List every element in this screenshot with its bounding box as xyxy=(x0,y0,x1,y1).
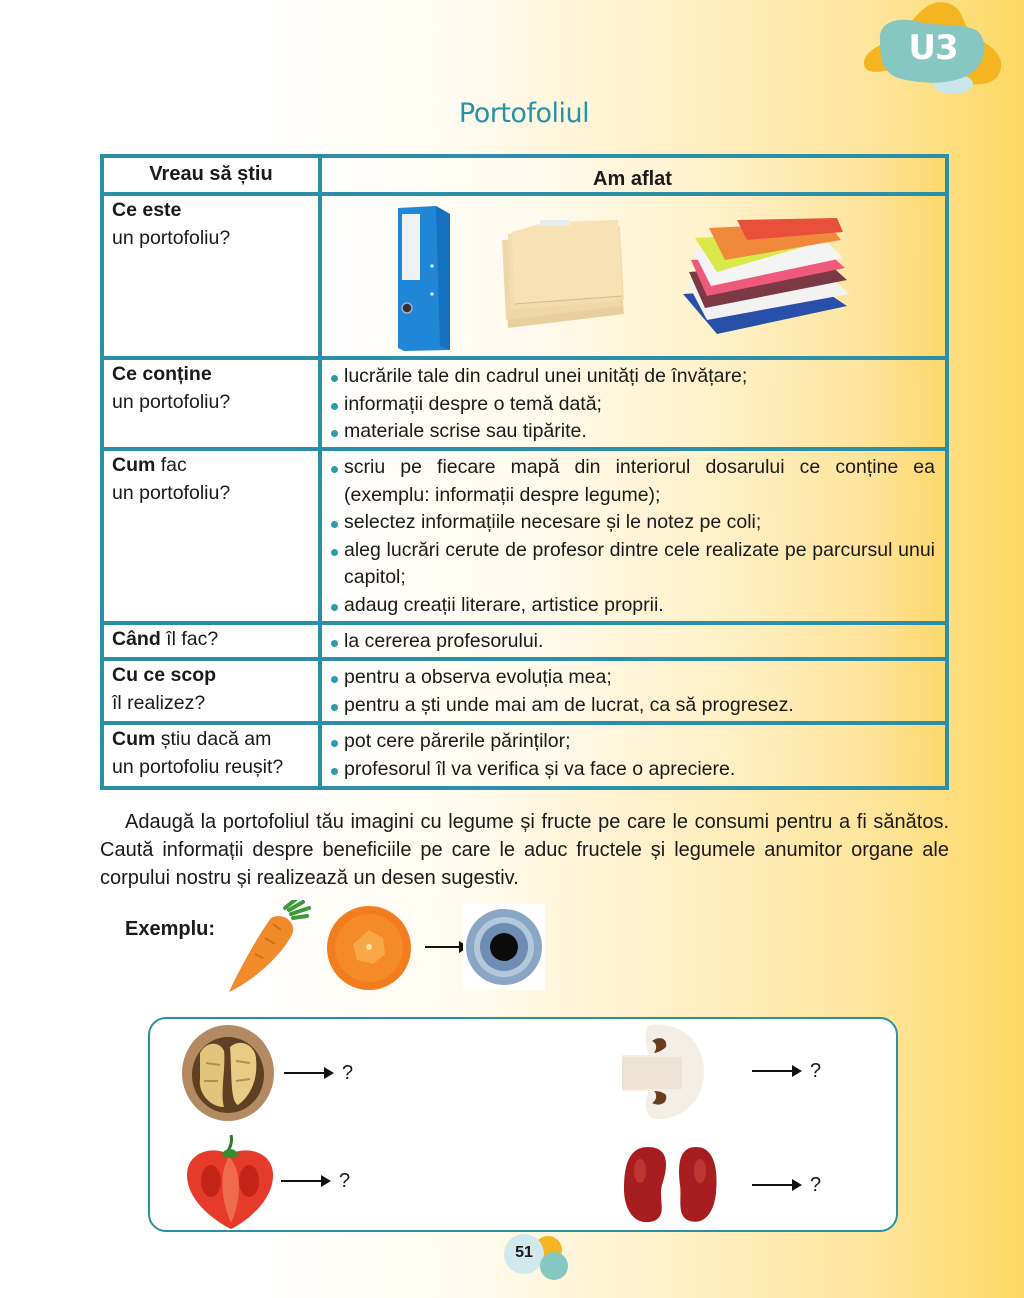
activity-box xyxy=(148,1017,898,1232)
arrow-icon xyxy=(752,1070,800,1072)
portfolio-table xyxy=(100,154,949,790)
blue-binder-icon xyxy=(394,206,456,351)
question-how-make: Cum fac un portofoliu? xyxy=(104,451,318,621)
header-learned: Am aflat xyxy=(322,158,945,192)
mushroom-icon xyxy=(620,1021,710,1121)
carrot-slice-icon xyxy=(325,904,413,992)
answer-images xyxy=(322,196,945,356)
activity-item-beans xyxy=(620,1145,821,1225)
arrow-icon xyxy=(752,1184,800,1186)
list-item: aleg lucrări cerute de profesor dintre cele realizate pe parcursul unui capitol; xyxy=(330,537,935,592)
arrow-icon xyxy=(284,1072,332,1074)
example-arrow-icon xyxy=(425,946,467,948)
list-item: selectez informațiile necesare și le notez pe coli; xyxy=(330,509,935,537)
kidney-beans-icon xyxy=(620,1145,720,1225)
activity-item-mushroom xyxy=(620,1021,821,1121)
list-item: la cererea profesorului. xyxy=(330,628,935,656)
page-number: 51 xyxy=(515,1244,533,1261)
instructions-paragraph: Adaugă la portofoliul tău imagini cu legume și fructe pe care le consumi pentru a fi sănătos. Caută informații despre beneficiile pe care le aduc fructele și legumele anumitor organe ale corpului nostru și realizează un desen sugestiv. xyxy=(100,811,949,889)
answer-placeholder: ? xyxy=(810,1173,822,1196)
manila-folders-icon xyxy=(500,218,630,333)
header-want-to-know: Vreau să știu xyxy=(104,158,318,192)
answer-when xyxy=(322,625,945,657)
page-number-circles xyxy=(500,1232,580,1292)
answer-success xyxy=(322,725,945,786)
question-contents: Ce conține un portofoliu? xyxy=(104,360,318,447)
activity-item-tomato xyxy=(185,1131,350,1231)
page-title: Portofoliul xyxy=(458,98,590,129)
list-item: pentru a ști unde mai am de lucrat, ca să progresez. xyxy=(330,692,935,720)
question-what-is: Ce este un portofoliu? xyxy=(104,196,318,356)
answer-placeholder: ? xyxy=(339,1169,351,1192)
list-item: scriu pe fiecare mapă din interiorul dosarului ce conține ea (exemplu: informații despre legume); xyxy=(330,454,935,509)
answer-placeholder: ? xyxy=(810,1059,822,1082)
list-item: materiale scrise sau tipărite. xyxy=(330,418,935,446)
list-item: lucrările tale din cadrul unei unități de învățare; xyxy=(330,363,935,391)
unit-label: U3 xyxy=(908,28,958,68)
carrot-icon xyxy=(225,900,315,995)
answer-placeholder: ? xyxy=(342,1061,354,1084)
eye-icon xyxy=(463,904,545,990)
answer-purpose xyxy=(322,661,945,721)
page-number-badge xyxy=(500,1232,580,1292)
unit-badge xyxy=(858,0,1008,100)
answer-contents xyxy=(322,360,945,447)
question-success: Cum știu dacă am un portofoliu reușit? xyxy=(104,725,318,786)
activity-item-walnut xyxy=(180,1023,353,1123)
folder-stack-icon xyxy=(677,216,857,338)
tomato-icon xyxy=(185,1131,275,1231)
question-when: Când îl fac? xyxy=(104,625,318,657)
list-item: adaug creații literare, artistice proprii. xyxy=(330,592,935,620)
answer-how-make xyxy=(322,451,945,621)
list-item: informații despre o temă dată; xyxy=(330,391,935,419)
walnut-icon xyxy=(180,1023,276,1123)
example-label: Exemplu: xyxy=(125,918,216,940)
list-item: pentru a observa evoluția mea; xyxy=(330,664,935,692)
question-purpose: Cu ce scop îl realizez? xyxy=(104,661,318,721)
list-item: pot cere părerile părinților; xyxy=(330,728,935,756)
list-item: profesorul îl va verifica și va face o apreciere. xyxy=(330,756,935,784)
arrow-icon xyxy=(281,1180,329,1182)
